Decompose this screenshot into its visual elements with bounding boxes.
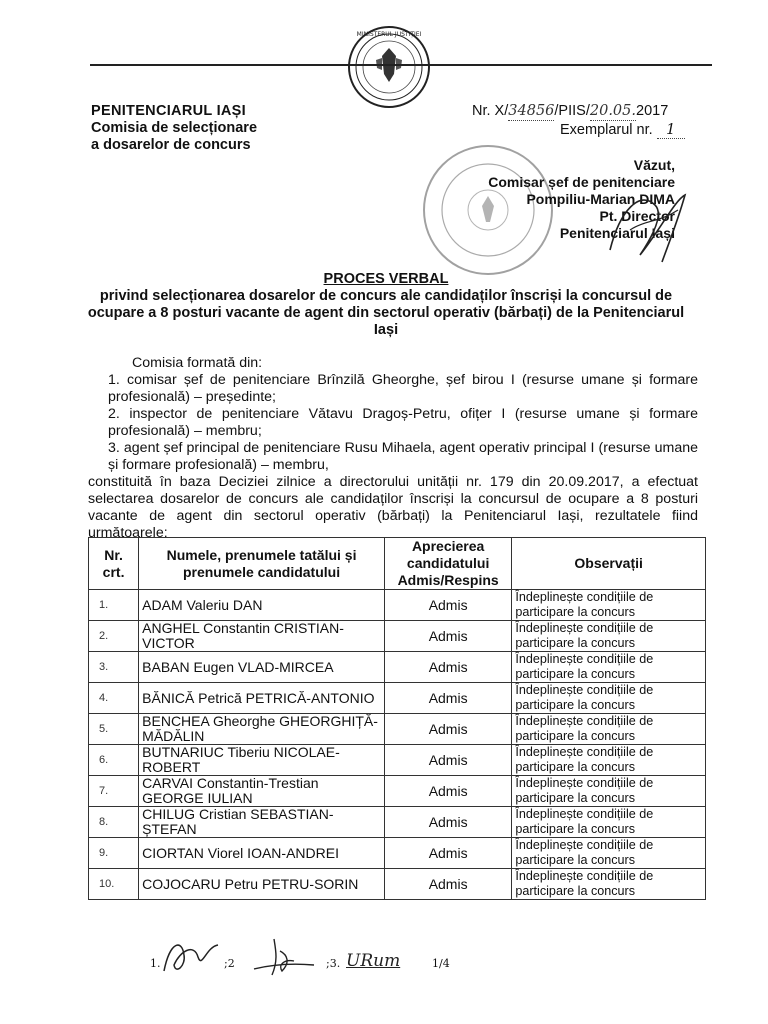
candidates-table	[88, 537, 706, 900]
nr-mid: /PIIS/	[554, 103, 590, 119]
table-row	[89, 776, 706, 807]
candidate-observation: Îndeplinește condițiile de participare la concurs	[512, 621, 706, 652]
issuer-commission: Comisia de selecționare	[91, 120, 258, 136]
nr-year: 2017	[636, 103, 669, 119]
approval-line: Pt. Director	[599, 208, 675, 224]
candidate-observation: Îndeplinește condițiile de participare la concurs	[512, 714, 706, 745]
col-observations-header: Observații	[512, 538, 706, 590]
candidate-observation: Îndeplinește condițiile de participare la concurs	[512, 745, 706, 776]
row-number: 6.	[89, 745, 139, 776]
table-row	[89, 807, 706, 838]
row-number: 4.	[89, 683, 139, 714]
candidate-result: Admis	[384, 807, 511, 838]
table-row	[89, 714, 706, 745]
member-item: 2. inspector de penitenciare Vătavu Dragoș-Petru, ofițer I (resurse umane și formare profesională) – membru;	[108, 406, 698, 439]
document-title	[86, 271, 686, 339]
approval-line: Pompiliu-Marian DIMA	[526, 191, 675, 207]
table-row	[89, 683, 706, 714]
body-intro: Comisia formată din:	[132, 355, 263, 371]
title-main: PROCES VERBAL	[323, 271, 449, 287]
candidate-observation: Îndeplinește condițiile de participare la concurs	[512, 807, 706, 838]
row-number: 10.	[89, 869, 139, 900]
table-row	[89, 838, 706, 869]
footer-signatures	[150, 935, 470, 995]
body-closing: constituită în baza Deciziei zilnice a directorului unității nr. 179 din 20.09.2017, a efectuat selectarea dosarelor de concurs ale candidaților înscriși la concursul de ocupare a 8 posturi vacante de agent din sectorul operativ (bărbați) la Penitenciarul Iași, rezultatele fiind următoarele:	[88, 474, 698, 541]
candidate-result: Admis	[384, 776, 511, 807]
member-1-signature-icon	[160, 935, 222, 979]
table-row	[89, 652, 706, 683]
candidate-name: CARVAI Constantin-Trestian GEORGE IULIAN	[139, 776, 385, 807]
candidate-result: Admis	[384, 869, 511, 900]
nr-value: 34856	[508, 103, 555, 119]
document-body	[88, 355, 698, 542]
candidate-observation: Îndeplinește condițiile de participare la concurs	[512, 590, 706, 621]
approval-line: Penitenciarul Iași	[559, 225, 675, 241]
table-row	[89, 745, 706, 776]
nr-date: 20.05.	[589, 103, 636, 119]
candidate-observation: Îndeplinește condițiile de participare la concurs	[512, 683, 706, 714]
candidate-result: Admis	[384, 745, 511, 776]
sig-label-3: ;3.	[326, 957, 341, 970]
registration-number	[472, 103, 722, 121]
nr-prefix: Nr. X/	[472, 103, 509, 119]
director-signature-icon	[600, 180, 690, 270]
candidate-name: COJOCARU Petru PETRU-SORIN	[139, 869, 385, 900]
table-row	[89, 590, 706, 621]
issuer-block	[91, 103, 257, 154]
sig-label-1: 1.	[150, 957, 161, 970]
row-number: 8.	[89, 807, 139, 838]
candidate-observation: Îndeplinește condițiile de participare la concurs	[512, 776, 706, 807]
member-item: 1. comisar șef de penitenciare Brînzilă Gheorghe, șef birou I (resurse umane și formare profesională) – președinte;	[108, 372, 698, 405]
page-indicator: 1/4	[432, 957, 450, 970]
seal-text: MINISTERUL JUSTIȚIEI	[356, 31, 422, 38]
col-nr-header: Nr. crt.	[89, 538, 139, 590]
row-number: 5.	[89, 714, 139, 745]
row-number: 1.	[89, 590, 139, 621]
member-3-signature: URum	[346, 951, 401, 971]
table-row	[89, 621, 706, 652]
row-number: 7.	[89, 776, 139, 807]
exemplar-number	[560, 122, 685, 139]
issuer-commission-scope: a dosarelor de concurs	[91, 137, 251, 153]
candidate-name: ANGHEL Constantin CRISTIAN-VICTOR	[139, 621, 385, 652]
exemplar-value: 1	[657, 122, 685, 139]
candidate-observation: Îndeplinește condițiile de participare la concurs	[512, 838, 706, 869]
member-item: 3. agent șef principal de penitenciare Rusu Mihaela, agent operativ principal I (resurse umane și formare profesională) – membru,	[108, 440, 698, 473]
ministry-seal-icon	[346, 24, 432, 110]
approval-line: Văzut,	[633, 157, 675, 173]
candidate-result: Admis	[384, 652, 511, 683]
exemplar-label: Exemplarul nr.	[560, 122, 653, 138]
member-2-signature-icon	[250, 935, 318, 979]
candidate-name: BENCHEA Gheorghe GHEORGHIȚĂ-MĂDĂLIN	[139, 714, 385, 745]
table-body	[89, 590, 706, 900]
candidate-name: BUTNARIUC Tiberiu NICOLAE-ROBERT	[139, 745, 385, 776]
row-number: 2.	[89, 621, 139, 652]
col-result-header: Aprecierea candidatului Admis/Respins	[384, 538, 511, 590]
approval-line: Comisar șef de penitenciare	[488, 174, 675, 190]
row-number: 9.	[89, 838, 139, 869]
candidate-name: CHILUG Cristian SEBASTIAN-ȘTEFAN	[139, 807, 385, 838]
candidate-result: Admis	[384, 590, 511, 621]
candidate-result: Admis	[384, 714, 511, 745]
candidate-name: BABAN Eugen VLAD-MIRCEA	[139, 652, 385, 683]
top-rule	[90, 64, 712, 66]
candidate-name: CIORTAN Viorel IOAN-ANDREI	[139, 838, 385, 869]
title-subtitle: privind selecționarea dosarelor de concurs ale candidaților înscriși la concursul de ocupare a 8 posturi vacante de agent din sectorul operativ (bărbați) de la Penitenciarul Iași	[87, 288, 685, 338]
candidate-name: BĂNICĂ Petrică PETRICĂ-ANTONIO	[139, 683, 385, 714]
candidate-observation: Îndeplinește condițiile de participare la concurs	[512, 869, 706, 900]
candidate-name: ADAM Valeriu DAN	[139, 590, 385, 621]
table-row	[89, 869, 706, 900]
table-header-row	[89, 538, 706, 590]
sig-label-2: ;2	[224, 957, 235, 970]
col-name-header: Numele, prenumele tatălui și prenumele candidatului	[139, 538, 385, 590]
candidate-result: Admis	[384, 838, 511, 869]
row-number: 3.	[89, 652, 139, 683]
candidate-result: Admis	[384, 683, 511, 714]
issuer-name: PENITENCIARUL IAȘI	[91, 103, 246, 119]
candidate-observation: Îndeplinește condițiile de participare la concurs	[512, 652, 706, 683]
candidate-result: Admis	[384, 621, 511, 652]
